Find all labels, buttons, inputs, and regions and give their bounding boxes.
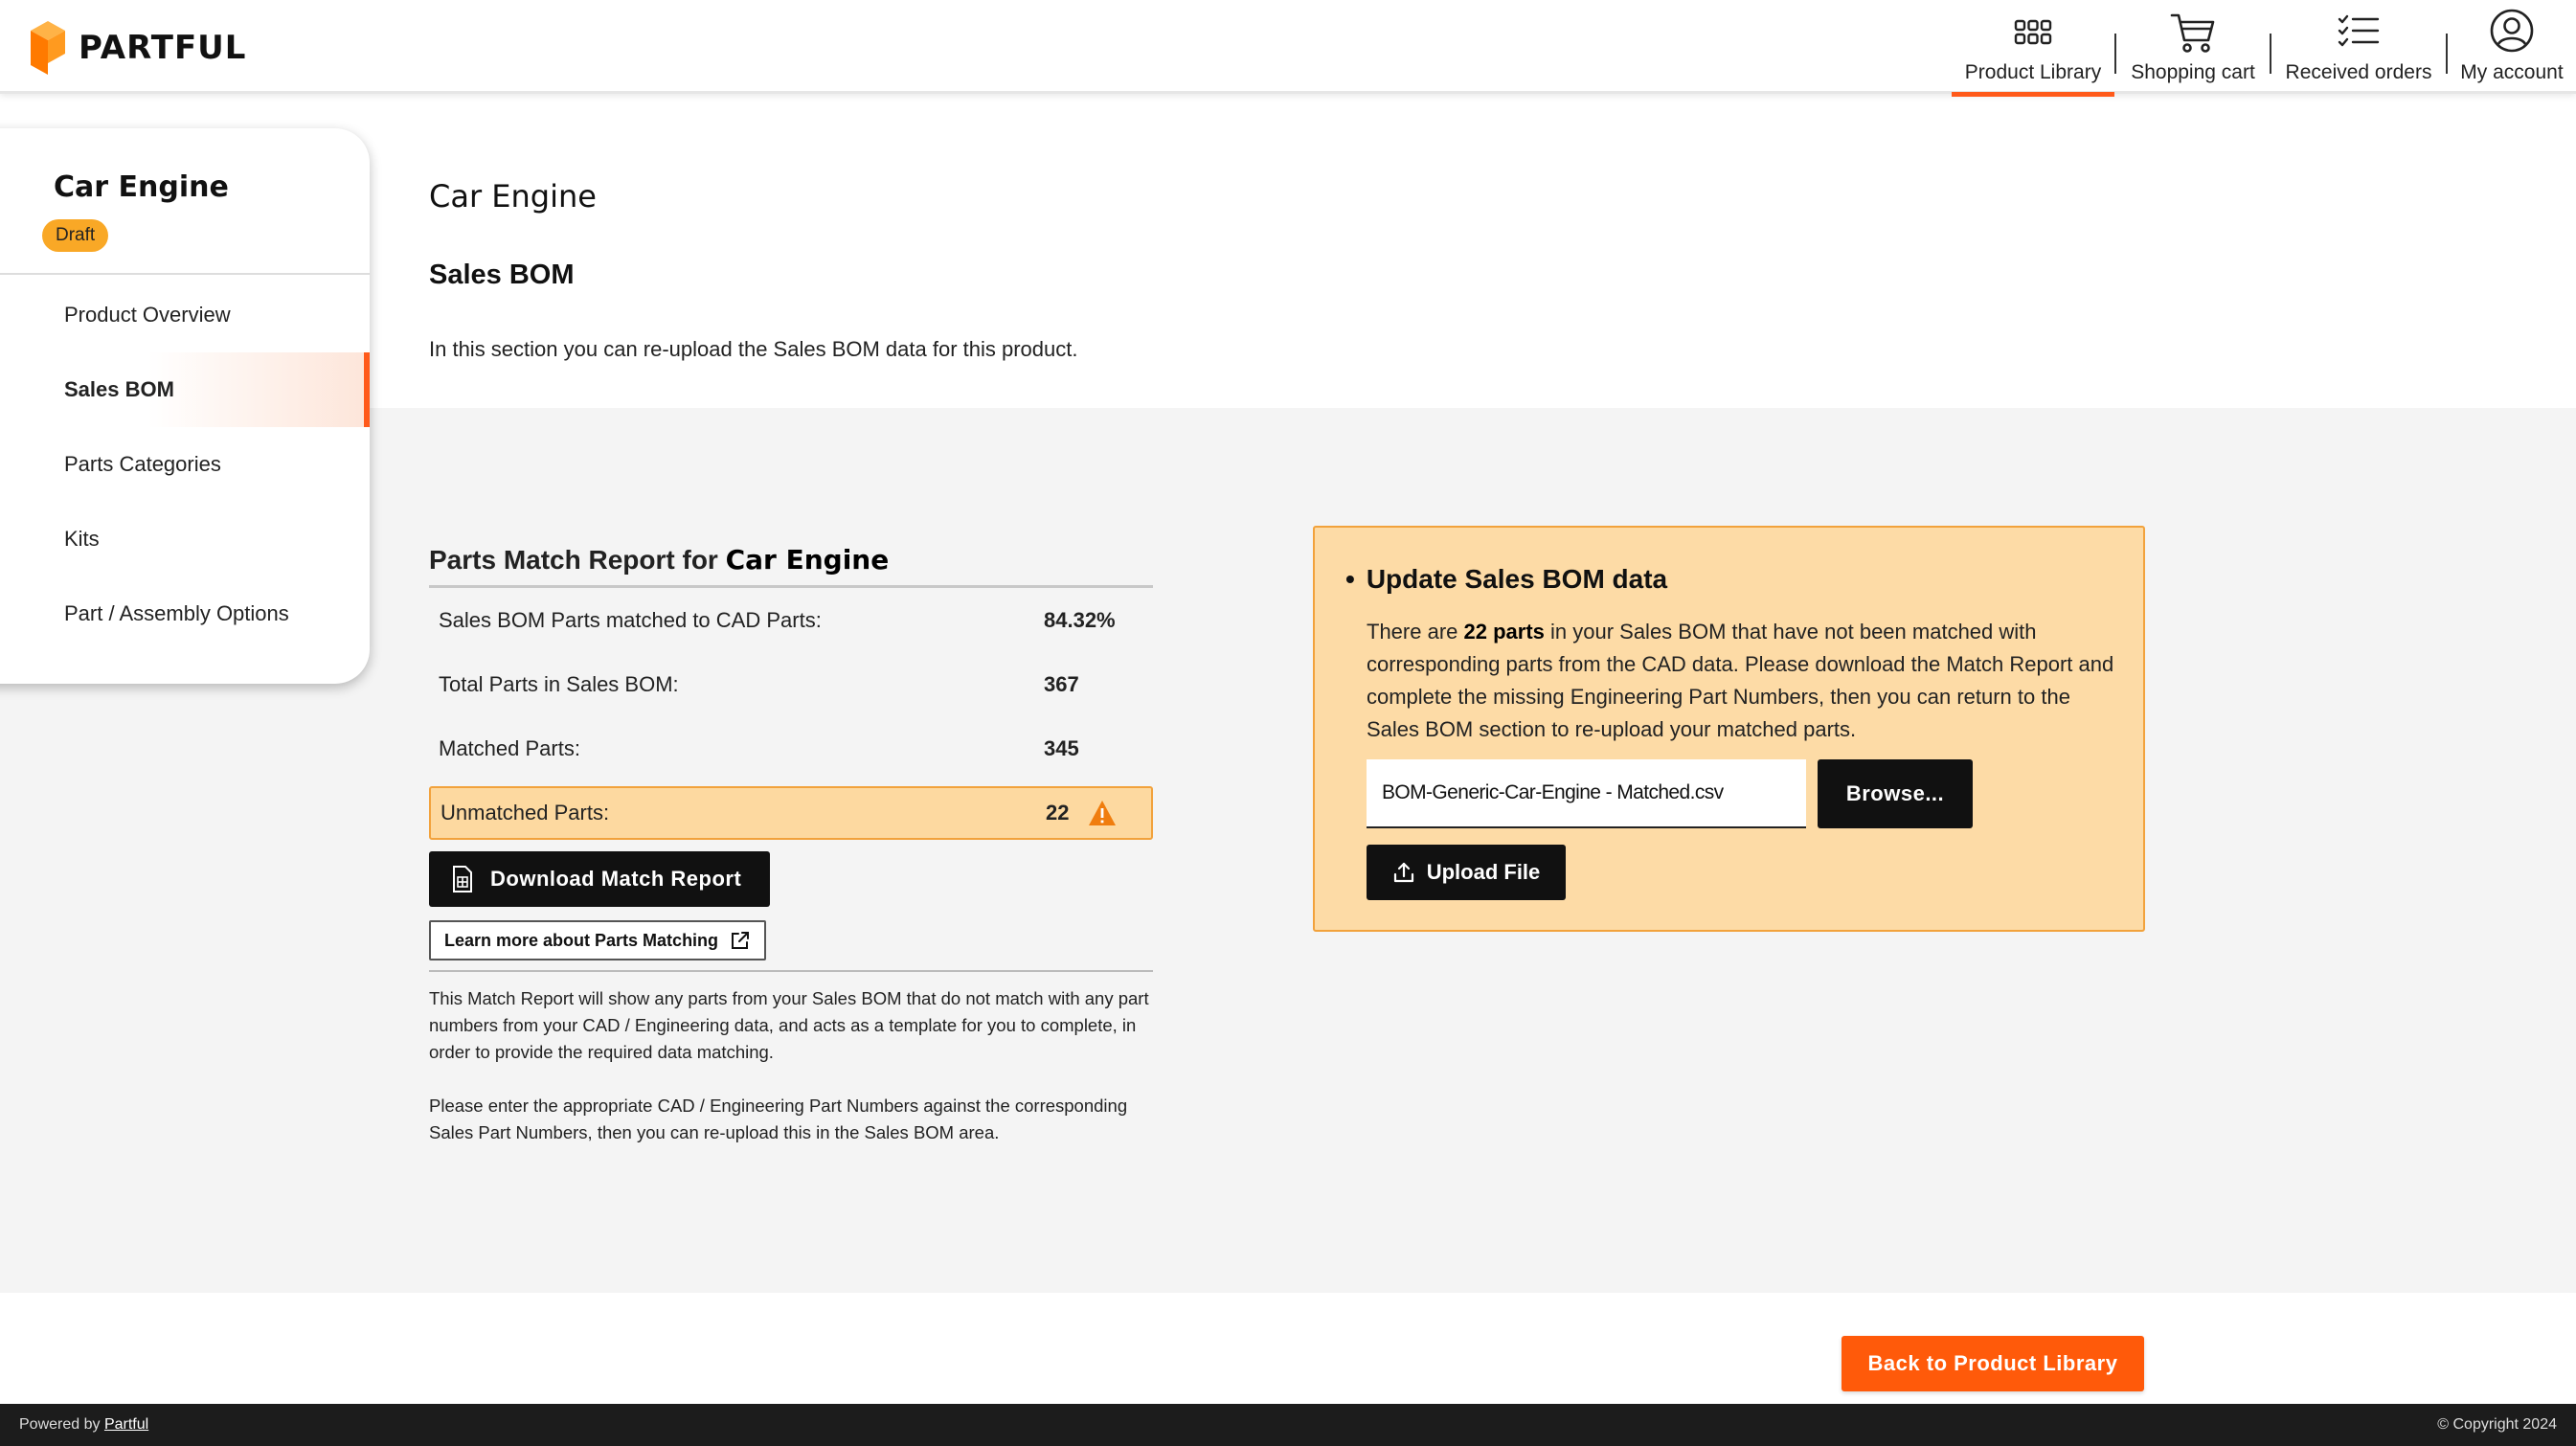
learn-more-parts-matching-link[interactable] <box>429 920 766 960</box>
product-sidebar <box>0 128 370 684</box>
sidebar-title: Car Engine <box>54 170 229 204</box>
report-divider <box>429 970 1153 972</box>
report-row-value: 367 <box>1044 671 1079 696</box>
nav-shopping-cart[interactable] <box>2116 0 2270 94</box>
section-title: Sales BOM <box>429 260 575 290</box>
sidebar-item-product-overview[interactable]: Product Overview <box>64 303 231 327</box>
spreadsheet-file-icon <box>452 866 473 892</box>
update-text-post: in your Sales BOM that have not been matched with corresponding parts from the CAD data. Please download the Match Report and complete the missing Engineering Part Numbers, then you can return to the Sales BOM section to re-upload your matched parts. <box>1367 620 2114 741</box>
page-title: Car Engine <box>429 178 597 215</box>
update-text-pre: There are <box>1367 620 1464 644</box>
report-row-value: 345 <box>1044 735 1079 760</box>
report-row-value: 22 <box>1046 801 1070 825</box>
sidebar-menu <box>0 278 370 651</box>
back-to-product-library-button[interactable]: Back to Product Library <box>1842 1336 2144 1391</box>
browse-button[interactable]: Browse... <box>1818 759 1973 828</box>
top-header <box>0 0 2576 94</box>
download-match-report-label: Download Match Report <box>490 867 742 891</box>
sidebar-item-parts-categories[interactable]: Parts Categories <box>64 452 221 476</box>
report-row-value: 84.32% <box>1044 607 1116 632</box>
sidebar-item-sales-bom[interactable]: Sales BOM <box>0 352 370 427</box>
update-card-text <box>1367 616 2123 746</box>
cart-icon <box>2168 8 2218 57</box>
parts-match-report <box>429 544 1153 1146</box>
partful-logo-icon <box>31 21 65 75</box>
upload-icon <box>1392 861 1415 884</box>
report-notes <box>429 985 1153 1146</box>
report-row <box>429 588 1153 652</box>
upload-file-label: Upload File <box>1426 860 1541 884</box>
powered-by <box>19 1416 148 1434</box>
file-name-input[interactable] <box>1367 759 1806 828</box>
nav-product-library[interactable] <box>1952 0 2114 94</box>
checklist-icon <box>2334 8 2384 57</box>
nav-product-library-label: Product Library <box>1964 61 2102 83</box>
sidebar-divider <box>0 273 370 275</box>
partful-footer-link[interactable]: Partful <box>103 1416 149 1433</box>
sidebar-item-kits[interactable]: Kits <box>64 527 100 551</box>
report-row-label: Matched Parts: <box>439 735 580 760</box>
learn-more-label: Learn more about Parts Matching <box>444 930 719 950</box>
nav-received-orders-label: Received orders <box>2285 61 2432 83</box>
report-row <box>429 652 1153 716</box>
powered-by-prefix: Powered by <box>19 1416 101 1433</box>
unmatched-count: 22 parts <box>1463 620 1545 644</box>
download-match-report-button[interactable] <box>429 851 770 907</box>
page-footer <box>0 1404 2576 1446</box>
report-title-product: Car Engine <box>725 544 890 576</box>
status-badge: Draft <box>42 219 108 252</box>
brand-name: PARTFUL <box>79 29 247 67</box>
section-description: In this section you can re-upload the Sales BOM data for this product. <box>429 337 1078 361</box>
user-circle-icon <box>2487 8 2537 57</box>
grid-icon <box>2008 8 2058 57</box>
report-row <box>429 716 1153 780</box>
report-row-label: Unmatched Parts: <box>441 801 610 825</box>
copyright: © Copyright 2024 <box>2437 1416 2557 1433</box>
main-nav <box>1952 0 2576 94</box>
update-sales-bom-card <box>1313 526 2145 932</box>
nav-my-account-label: My account <box>2460 61 2564 83</box>
report-title-prefix: Parts Match Report for <box>429 545 718 575</box>
partful-logo[interactable] <box>31 21 246 75</box>
warning-icon <box>1088 800 1117 826</box>
content-background <box>0 408 2576 1293</box>
update-card-title: • Update Sales BOM data <box>1345 564 1667 595</box>
upload-file-button[interactable] <box>1367 845 1566 900</box>
report-title <box>429 544 1153 588</box>
external-link-icon <box>730 930 751 951</box>
nav-my-account[interactable] <box>2448 0 2576 94</box>
nav-received-orders[interactable] <box>2271 0 2446 94</box>
unmatched-parts-row <box>429 786 1153 840</box>
report-note: This Match Report will show any parts from your Sales BOM that do not match with any part numbers from your CAD / Engineering data, and acts as a template for you to complete, in order to provide the required data matching. <box>429 988 1149 1062</box>
nav-shopping-cart-label: Shopping cart <box>2131 61 2255 83</box>
report-note: Please enter the appropriate CAD / Engineering Part Numbers against the corresponding Sales Part Numbers, then you can re-upload this in the Sales BOM area. <box>429 1096 1128 1142</box>
report-row-label: Sales BOM Parts matched to CAD Parts: <box>439 607 822 632</box>
sidebar-item-part-assembly-options[interactable]: Part / Assembly Options <box>64 601 289 625</box>
report-row-label: Total Parts in Sales BOM: <box>439 671 679 696</box>
